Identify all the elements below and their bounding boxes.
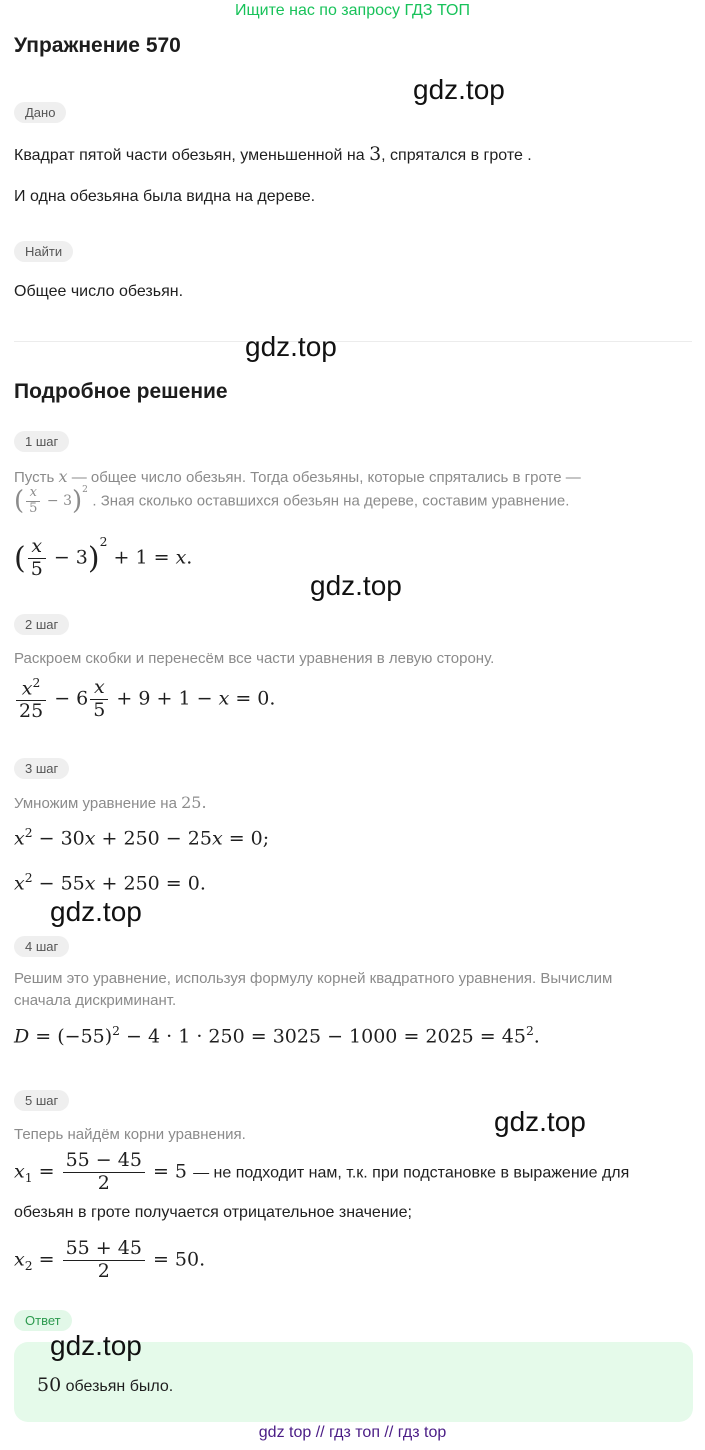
step-3-equation-2: $x^2 - 55x + 250 = 0$. [14,871,206,895]
step-1-text-2: ( $\frac{x}{5}$ − 3)$^2$ . Зная сколько оставшихся обезьян на дереве, составим уравнение. [14,484,570,517]
step-4-text-1: Решим это уравнение, используя формулу корней квадратного уравнения. Вычислим [14,970,613,987]
watermark: gdz.top [310,570,402,601]
step-3-text: Умножим уравнение на 25. [14,793,207,812]
watermark: gdz.top [494,1106,586,1137]
step-1-label: 1 шаг [14,431,69,452]
watermark: gdz.top [50,1330,142,1361]
step-5-x1: $x_1$ = $\frac{55 - 45}{2}$ = 5 — не подходит нам, т.к. при подстановке в выражение для [14,1149,630,1194]
given-label: Дано [14,102,66,123]
step-2-label: 2 шаг [14,614,69,635]
step-4-equation: $D = (-55)^2 - 4 \cdot 1 \cdot 250 = 3025 - 1000 = 2025 = 45^2$. [14,1024,540,1048]
answer-label: Ответ [14,1310,72,1331]
solution-title: Подробное решение [14,380,228,403]
watermark: gdz.top [245,331,337,362]
page-title: Упражнение 570 [14,34,181,57]
step-5-text: Теперь найдём корни уравнения. [14,1126,246,1143]
step-3-label: 3 шаг [14,758,69,779]
divider [14,341,692,342]
step-5-x1-note: обезьян в гроте получается отрицательное значение; [14,1204,412,1221]
footer-links[interactable]: gdz top // гдз топ // гдз top [258,1424,447,1441]
step-2-equation: $\frac{x^2}{25}$ − 6 $\frac{x}{5}$ + 9 + 1 − x = 0. [14,676,275,723]
step-4-text-2: сначала дискриминант. [14,992,177,1009]
given-line-2: И одна обезьяна была видна на дереве. [14,188,316,205]
find-text: Общее число обезьян. [14,283,184,300]
watermark: gdz.top [413,74,505,105]
step-1-text-1: Пусть x — общее число обезьян. Тогда обезьяны, которые спрятались в гроте — [14,467,581,486]
given-line-1: Квадрат пятой части обезьян, уменьшенной на 3, спрятался в гроте . [14,143,532,165]
step-2-text: Раскроем скобки и перенесём все части уравнения в левую сторону. [14,650,495,667]
step-5-x2: $x_2$ = $\frac{55 + 45}{2}$ = 50. [14,1237,206,1282]
top-banner: Ищите нас по запросу ГДЗ ТОП [235,2,470,19]
step-3-equation-1: $x^2 - 30x + 250 - 25x = 0$; [14,826,270,850]
answer-text: 50 обезьян было. [37,1374,174,1396]
step-5-label: 5 шаг [14,1090,69,1111]
watermark: gdz.top [50,896,142,927]
step-4-label: 4 шаг [14,936,69,957]
step-1-equation: ( $\frac{x}{5}$ − 3)$^2$ + 1 = x. [14,535,193,580]
find-label: Найти [14,241,73,262]
